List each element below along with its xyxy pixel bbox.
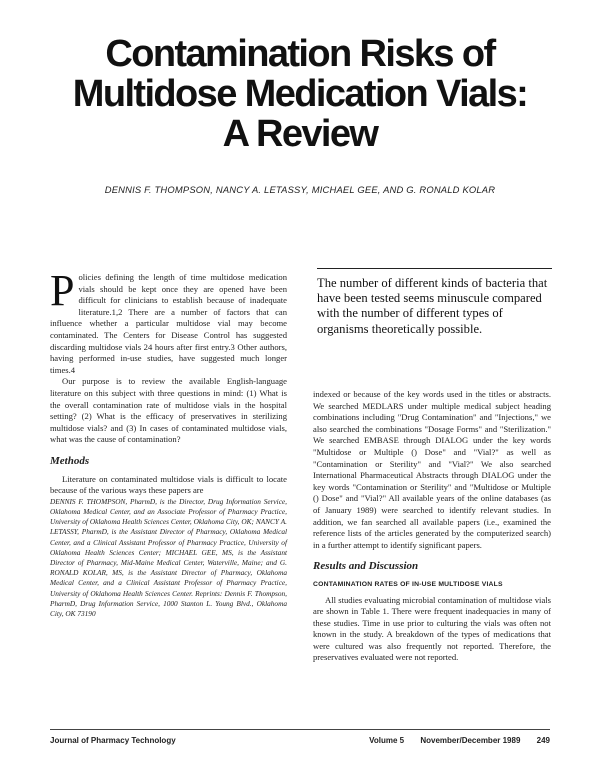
page-footer bbox=[50, 729, 550, 745]
right-column bbox=[313, 389, 551, 664]
pull-quote: The number of different kinds of bacteria that have been tested seems minuscule compared with the number of different types of organisms theoretically possible. bbox=[317, 268, 552, 337]
title-line-2: Multidose Medication Vials: bbox=[72, 73, 528, 115]
journal-name: Journal of Pharmacy Technology bbox=[50, 736, 176, 745]
methods-heading: Methods bbox=[50, 454, 90, 467]
issue-info bbox=[355, 736, 550, 745]
results-paragraph: All studies evaluating microbial contamination of multidose vials are shown in Table 1. There were frequent inadequacies in many of these studies. Time in use prior to culturing the vials was often not known in the study. A breakdown of the types of medications that were cultured was also frequently not reported. Therefore, the preservatives evaluated were not reported. bbox=[313, 594, 551, 663]
volume-number: Volume 5 bbox=[369, 736, 405, 745]
issue-date: November/December 1989 bbox=[420, 736, 521, 745]
intro-text-1: olicies defining the length of time multidose medication vials should be kept once they are opened have been difficult for clinicians to establish because of inadequate literature.1,2 There are a number of factors that can influence whether a particular multidose vial may become contaminated. The Centers for Disease Control has suggested discarding multidose vials 24 hours after first entry.3 Other authors, having performed in-use studies, have suggested much longer times.4 bbox=[50, 272, 287, 375]
left-column bbox=[50, 266, 287, 619]
title-line-1: Contamination Risks of bbox=[105, 33, 495, 75]
contamination-rates-subheading: CONTAMINATION RATES OF IN-USE MULTIDOSE VIALS bbox=[313, 580, 503, 588]
drop-cap: P bbox=[50, 266, 75, 315]
article-title bbox=[0, 34, 600, 154]
intro-paragraph-2: Our purpose is to review the available English-language literature on this subject with three questions in mind: (1) What is the overall contamination rate of multidose vials in the hospital setting? (2) What is the efficacy of preservatives in sterilizing multidose vials? and (3) In cases of contaminated multidose vials, what was the cause of contamination? bbox=[50, 376, 287, 445]
search-method-paragraph: indexed or because of the key words used in the titles or abstracts. We searched MEDLARS under multiple medical subject heading combinations including "Drug Contamination" and "Injections," we also searched the combinations "Dosage Forms" and "Sterilization." We searched EMBASE through DIALOG under the key words "Multidose or Multiple () Dose" and "Vial?" as well as "Contamination or Sterility" and "Vial?" We also searched International Pharmaceutical Abstracts through DIALOG under the key words "Contamination or Sterility" and "Multidose or Multiple () Dose" and "Vial?" All available years of the online databases (as of January 1989) were searched to identify relevant studies. In addition, we fan searched all available papers (i.e., examined the reference lists of the articles generated by the computerized search) in a further attempt to identify significant papers. bbox=[313, 389, 551, 550]
author-list: DENNIS F. THOMPSON, NANCY A. LETASSY, MICHAEL GEE, AND G. RONALD KOLAR bbox=[104, 184, 496, 195]
title-line-3: A Review bbox=[222, 113, 378, 155]
intro-paragraph-1 bbox=[50, 266, 287, 376]
methods-paragraph: Literature on contaminated multidose vials is difficult to locate because of the various ways these papers are bbox=[50, 473, 287, 496]
page-number: 249 bbox=[536, 736, 550, 745]
author-bio-note: DENNIS F. THOMPSON, PharmD, is the Director, Drug Information Service, Oklahoma Medical Center, and an Associate Professor of Pharmacy Practice, University of Oklahoma Health Sciences Center, Oklahoma City, OK; NANCY A. LETASSY, PharmD, is the Assistant Director of Pharmacy, Oklahoma Medical Center, and a Clinical Assistant Professor of Pharmacy Practice, University of Oklahoma Health Sciences Center; MICHAEL GEE, MS, is the Assistant Director of Pharmacy, Mid-Maine Medical Center, Waterville, Maine; and G. RONALD KOLAR, MS, is the Assistant Director of Pharmacy, Oklahoma Medical Center, and a Clinical Assistant Professor of Pharmacy Practice, University of Oklahoma Health Sciences Center. Reprints: Dennis F. Thompson, PharmD, Drug Information Service, 1000 Stanton L. Young Blvd., Oklahoma City, OK 73190 bbox=[50, 496, 287, 618]
results-heading: Results and Discussion bbox=[313, 560, 419, 573]
